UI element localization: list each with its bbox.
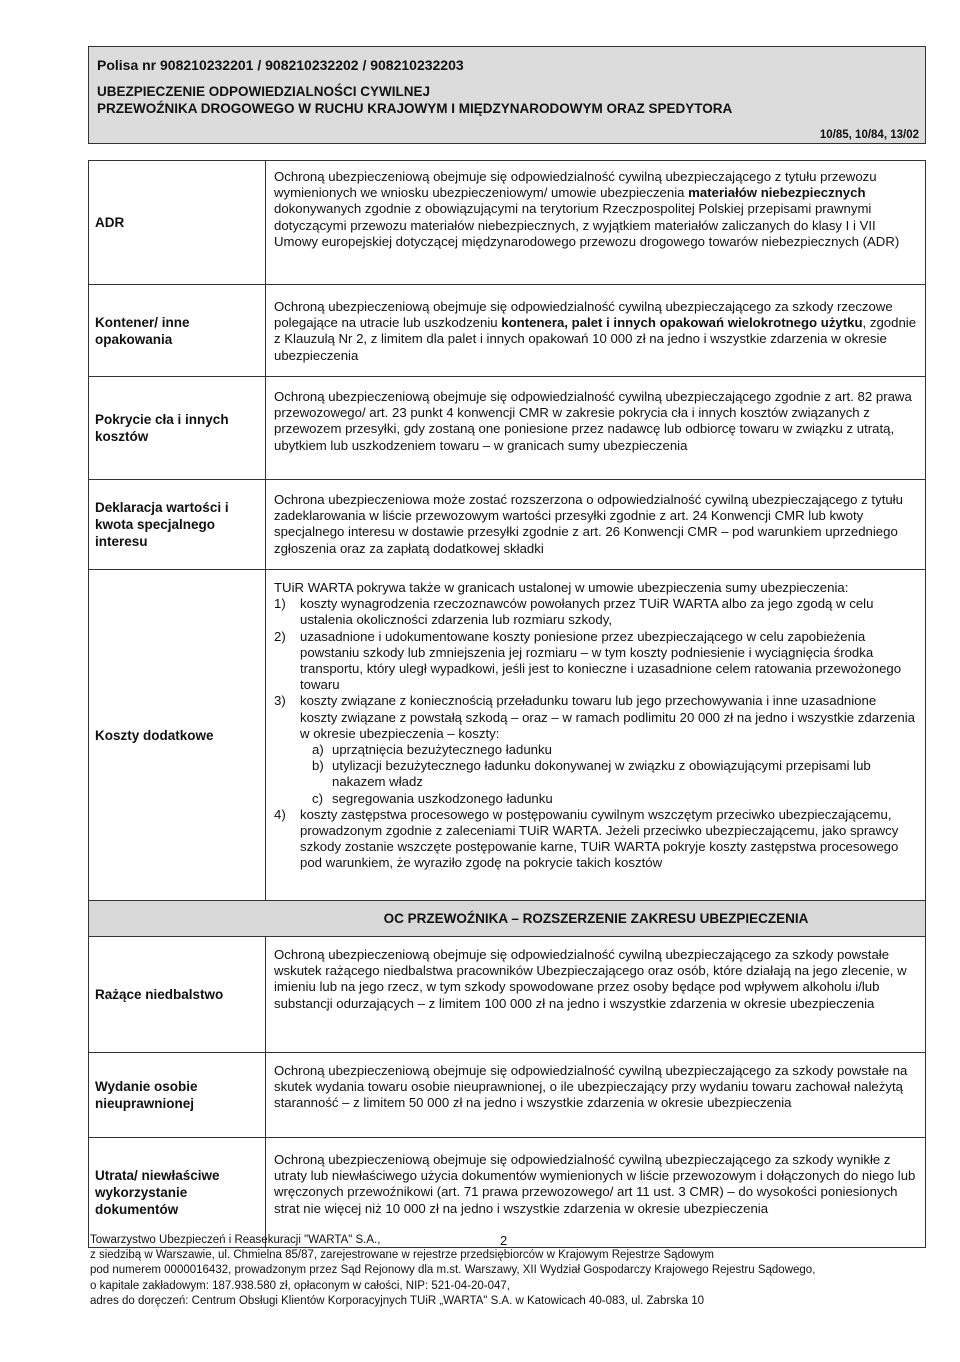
- table-row-kontener: [89, 285, 925, 377]
- footer-line: adres do doręczeń: Centrum Obsługi Klientów Korporacyjnych TUiR „WARTA" S.A. w Katowicach 40-083, ul. Zabrska 10: [90, 1294, 705, 1307]
- row-content: TUiR WARTA pokrywa także w granicach ustalonej w umowie ubezpieczenia sumy ubezpieczenia: 1) koszty wynagrodzenia rzeczoznawców powołanych przez TUiR WARTA albo za jego zgodą w celu ustalenia okoliczności zdarzenia lub rozmiaru szkody, 2) uzasadnione i udokumentowane koszty poniesione przez ubezpieczającego w celu zapobieżenia powstaniu szkody lub zmniejszenia jej rozmiaru – w tym koszty podniesienie i wyciągnięcia środka transportu, który uległ wypadkowi, jeśli jest to konieczne i uzasadnione celem ratowania przewożonego towaru 3) koszty związane z koniecznością przeładunku towaru lub jego przechowywania i inne uzasadnione koszty związane z powstałą szkodą – oraz – w ramach podlimitu 20 000 zł na jedno i wszystkie zdarzenia w okresie ubezpieczenia – koszty: a) uprzątnięcia bezużytecznego ładunku b) utylizacji bezużytecznego ładunku dokonywanej w związku z obowiązującymi przepisami lub nakazem władz c) segregowania uszkodzonego ładunku 4) koszty zastępstwa procesowego w postępowaniu cywilnym wszczętym przeciwko ubezpieczającemu, prowadzonym zgodnie z zaleceniami TUiR WARTA. Jeżeli przeciwko ubezpieczającemu, jako sprawcy szkody zostanie wszczęte postępowanie karne, TUiR WARTA pokryje koszty zastępstwa procesowego pod warunkiem, że wyraziło zgodę na pokrycie takich kosztów: [266, 570, 925, 900]
- row-content: Ochroną ubezpieczeniową obejmuje się odpowiedzialność cywilną ubezpieczającego z tytułu przewozu wymienionych we wniosku ubezpieczeniowym/ umowie ubezpieczenia materiałów niebezpiecznych dokonywanych zgodnie z obowiązującymi na terytorium Rzeczpospolitej Polskiej przepisami prawnymi dotyczącymi przewozu materiałów niebezpiecznych, z wyjątkiem materiałów zaliczanych do klasy I i VII Umowy europejskiej dotyczącej międzynarodowego przewozu drogowego towarów niebezpiecznych (ADR): [274, 169, 900, 249]
- row-label: Wydanie osobie nieuprawnionej: [89, 1053, 266, 1137]
- table-row-utrata: [89, 1138, 925, 1247]
- row-label: Pokrycie cła i innych kosztów: [89, 377, 266, 479]
- row-label: Rażące niedbalstwo: [89, 937, 266, 1052]
- table-row-pokrycie: [89, 377, 925, 480]
- footer-line: Towarzystwo Ubezpieczeń i Reasekuracji "WARTA" S.A.,: [90, 1234, 381, 1246]
- list-item: c) segregowania uszkodzonego ładunku: [312, 790, 553, 806]
- policy-number: Polisa nr 908210232201 / 908210232202 / 908210232203: [97, 57, 464, 73]
- insurance-title-line1: UBEZPIECZENIE ODPOWIEDZIALNOŚCI CYWILNEJ: [97, 84, 431, 99]
- row-content: Ochroną ubezpieczeniową obejmuje się odpowiedzialność cywilną ubezpieczającego za szkody rzeczowe polegające na utracie lub uszkodzeniu kontenera, palet i innych opakowań wielokrotnego użytku, zgodnie z Klauzulą Nr 2, z limitem dla palet i innych opakowań 10 000 zł na jedno i wszystkie zdarzenia w okresie ubezpieczenia: [274, 299, 917, 363]
- insurance-title-line2: PRZEWOŹNIKA DROGOWEGO W RUCHU KRAJOWYM I MIĘDZYNARODOWYM ORAZ SPEDYTORA: [97, 101, 733, 116]
- table-row-koszty: [89, 570, 925, 901]
- row-content: Ochroną ubezpieczeniową obejmuje się odpowiedzialność cywilną ubezpieczającego za szkody powstałe wskutek rażącego niedbalstwa pracowników Ubezpieczającego oraz osób, które działają na jego zlecenie, w imieniu lub na jego rzecz, w tym szkody spowodowane przez osoby będące pod wpływem alkoholu i/lub substancji odurzających – z limitem 100 000 zł na jedno i wszystkie zdarzenia w okresie ubezpieczenia: [274, 947, 907, 1011]
- table-row-deklaracja: [89, 480, 925, 570]
- row-label: Deklaracja wartości i kwota specjalnego interesu: [89, 480, 266, 569]
- table-row-razace: [89, 937, 925, 1053]
- row-label: Utrata/ niewłaściwe wykorzystanie dokumentów: [89, 1138, 266, 1247]
- row-content: Ochroną ubezpieczeniową obejmuje się odpowiedzialność cywilną ubezpieczającego za szkody wynikłe z utraty lub niewłaściwego użycia dokumentów wymienionych w liście przewozowym i dołączonych do niego lub wręczonych przewoźnikowi (art. 71 prawa przewozowego/ art 11 ust. 3 CMR) – do wysokości poniesionych strat nie więcej niż 10 000 zł na jedno i wszystkie zdarzenia w okresie ubezpieczenia: [274, 1152, 916, 1216]
- row-label: Kontener/ inne opakowania: [89, 285, 266, 376]
- company-footer: [90, 1233, 815, 1309]
- coverage-table: [88, 160, 926, 1248]
- document-header: [88, 46, 926, 144]
- row-label: Koszty dodatkowe: [89, 570, 266, 900]
- clause-reference: 10/85, 10/84, 13/02: [819, 129, 919, 141]
- table-row-wydanie: [89, 1053, 925, 1138]
- list-item: 4) koszty zastępstwa procesowego w postępowaniu cywilnym wszczętym przeciwko ubezpieczającemu, prowadzonym zgodnie z zaleceniami TUiR WARTA. Jeżeli przeciwko ubezpieczającemu, jako sprawcy szkody zostanie wszczęte postępowanie karne, TUiR WARTA pokryje koszty zastępstwa procesowego pod warunkiem, że wyraziło zgodę na pokrycie takich kosztów: [274, 806, 899, 871]
- footer-line: z siedzibą w Warszawie, ul. Chmielna 85/87, zarejestrowane w rejestrze przedsiębiorców w Krajowym Rejestrze Sądowym: [90, 1249, 715, 1262]
- list-item: 1) koszty wynagrodzenia rzeczoznawców powołanych przez TUiR WARTA albo za jego zgodą w celu ustalenia okoliczności zdarzenia lub rozmiaru szkody,: [274, 596, 874, 628]
- page-number: 2: [500, 1233, 508, 1248]
- list-item: 3) koszty związane z koniecznością przeładunku towaru lub jego przechowywania i inne uzasadnione koszty związane z powstałą szkodą – oraz – w ramach podlimitu 20 000 zł na jedno i wszystkie zdarzenia w okresie ubezpieczenia – koszty:: [274, 693, 915, 741]
- row-content: Ochroną ubezpieczeniową obejmuje się odpowiedzialność cywilną ubezpieczającego za szkody powstałe na skutek wydania towaru osobie nieuprawnionej, o ile ubezpieczający przy wydaniu towaru zachował należytą staranność – z limitem 50 000 zł na jedno i wszystkie zdarzenia w okresie ubezpieczenia: [274, 1063, 908, 1111]
- section-heading: OC PRZEWOŹNIKA – ROZSZERZENIE ZAKRESU UBEZPIECZENIA: [89, 901, 925, 937]
- list-item: b) utylizacji bezużytecznego ładunku dokonywanej w związku z obowiązującymi przepisami lub nakazem władz: [312, 758, 871, 790]
- footer-line: o kapitale zakładowym: 187.938.580 zł, opłaconym w całości, NIP: 521-04-20-047,: [90, 1279, 510, 1292]
- row-content: Ochrona ubezpieczeniowa może zostać rozszerzona o odpowiedzialność cywilną ubezpieczającego z tytułu zadeklarowania w liście przewozowym wartości przesyłki zgodnie z art. 24 Konwencji CMR lub kwoty specjalnego interesu w dostawie przesyłki zgodnie z art. 26 Konwencji CMR – pod warunkiem uprzedniego zgłoszenia oraz za zapłatą dodatkowej składki: [274, 492, 903, 556]
- table-row-adr: [89, 161, 925, 285]
- list-item: 2) uzasadnione i udokumentowane koszty poniesione przez ubezpieczającego w celu zapobieżenia powstaniu szkody lub zmniejszenia jej rozmiaru – w tym koszty podniesienie i wyciągnięcia środka transportu, który uległ wypadkowi, jeśli jest to konieczne i uzasadnione celem ratowania przewożonego towaru: [274, 628, 902, 693]
- row-label: ADR: [89, 161, 266, 284]
- footer-line: pod numerem 0000016432, prowadzonym przez Sąd Rejonowy dla m.st. Warszawy, XII Wydział Gospodarczy Krajowego Rejestru Sądowego,: [90, 1264, 816, 1277]
- list-item: a) uprzątnięcia bezużytecznego ładunku: [312, 742, 552, 758]
- row-content: Ochroną ubezpieczeniową obejmuje się odpowiedzialność cywilną ubezpieczającego zgodnie z art. 82 prawa przewozowego/ art. 23 punkt 4 konwencji CMR w zakresie pokrycia cła i innych kosztów związanych z przewozem przesyłki, gdy zostaną one poniesione przez nadawcę lub odbiorcę towaru w związku z utratą, ubytkiem lub uszkodzeniem towaru – w granicach sumy ubezpieczenia: [274, 389, 912, 453]
